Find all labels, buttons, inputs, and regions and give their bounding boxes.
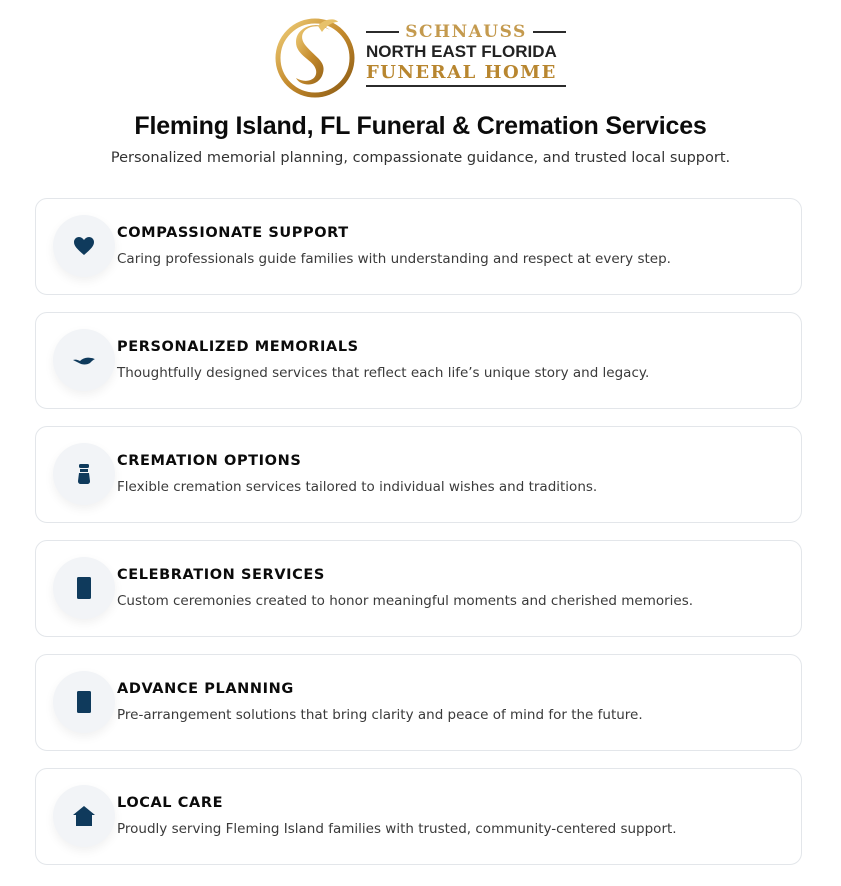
page-subtitle: Personalized memorial planning, compassionate guidance, and trusted local support. [110,150,731,166]
book-icon [72,690,96,714]
feature-description: Pre-arrangement solutions that bring clarity and peace of mind for the future. [117,707,643,723]
feature-icon-badge [53,671,115,733]
feature-title: ADVANCE PLANNING [117,681,294,697]
feature-card-cremation-options [35,426,802,523]
logo-line-2: NORTH EAST FLORIDA [366,42,557,61]
feature-description: Proudly serving Fleming Island families with trusted, community-centered support. [117,821,677,837]
feature-title: CELEBRATION SERVICES [117,567,325,583]
feature-card-compassionate-support [35,198,802,295]
dove-icon [72,348,96,372]
home-icon [72,804,96,828]
logo-line-3: FUNERAL HOME [366,62,566,87]
feature-card-advance-planning [35,654,802,751]
feature-list [35,198,804,882]
logo-wordmark [366,22,566,87]
feature-icon-badge [53,785,115,847]
logo-line-1: SCHNAUSS [405,22,527,42]
page-title: Fleming Island, FL Funeral & Cremation Services [134,112,707,140]
feature-icon-badge [53,443,115,505]
feature-icon-badge [53,557,115,619]
feature-description: Flexible cremation services tailored to individual wishes and traditions. [117,479,598,495]
feature-description: Caring professionals guide families with understanding and respect at every step. [117,251,671,267]
feature-card-local-care [35,768,802,865]
feature-card-celebration-services [35,540,802,637]
book-icon [72,576,96,600]
feature-title: PERSONALIZED MEMORIALS [117,339,359,355]
heart-icon [72,234,96,258]
feature-title: CREMATION OPTIONS [117,453,302,469]
feature-title: LOCAL CARE [117,795,224,811]
feature-description: Thoughtfully designed services that reflect each life’s unique story and legacy. [117,365,650,381]
funeral-home-logo[interactable] [272,12,568,98]
urn-icon [72,462,96,486]
feature-icon-badge [53,215,115,277]
feature-icon-badge [53,329,115,391]
feature-card-personalized-memorials [35,312,802,409]
feature-description: Custom ceremonies created to honor meaningful moments and cherished memories. [117,593,694,609]
feature-title: COMPASSIONATE SUPPORT [117,225,349,241]
logo-emblem-icon [272,12,358,98]
